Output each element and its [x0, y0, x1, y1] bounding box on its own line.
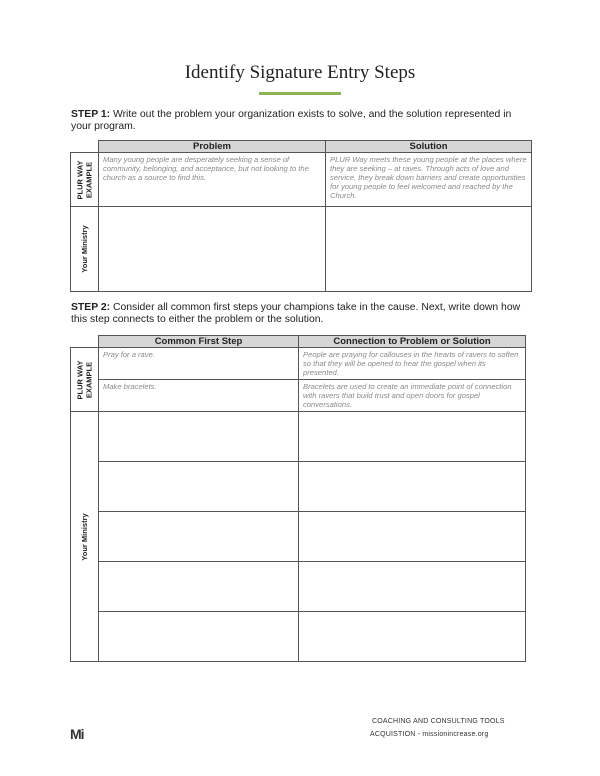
ministry-connection-field[interactable] — [299, 612, 526, 662]
page-title: Identify Signature Entry Steps — [184, 62, 416, 83]
ministry-connection-field[interactable] — [299, 562, 526, 612]
example-connection-cell: Bracelets are used to create an immediate point of connection with ravers that build trust and open doors for gospel conversations. — [299, 380, 526, 412]
footer-line2: ACQUISTION - missionincrease.org — [370, 731, 489, 738]
ministry-label: Your Ministry — [79, 512, 89, 561]
step1-label: STEP 1: — [71, 109, 111, 120]
step2-text: Consider all common first steps your champions take in the cause. Next, write down how this step connects to either the problem or the solution. — [71, 302, 521, 325]
ministry-step-field[interactable] — [99, 562, 299, 612]
step1-instructions — [71, 109, 533, 133]
example-problem-cell: Many young people are desperately seeking a sense of community, belonging, and acceptance, but not looking to the church as a source to find this. — [99, 153, 326, 207]
step1-table — [70, 140, 532, 292]
ministry-step-field[interactable] — [99, 512, 299, 562]
connection-header: Connection to Problem or Solution — [299, 336, 526, 348]
step1-text: Write out the problem your organization exists to solve, and the solution represented in your program. — [71, 109, 512, 132]
example-label-line1: PLUR WAY — [75, 360, 84, 399]
ministry-connection-field[interactable] — [299, 412, 526, 462]
example-step-cell: Make bracelets. — [99, 380, 299, 412]
example-step-cell: Pray for a rave. — [99, 348, 299, 380]
step2-table — [70, 335, 526, 662]
problem-header: Problem — [99, 141, 326, 153]
step2-label: STEP 2: — [71, 302, 111, 313]
example-label-line1: PLUR WAY — [75, 160, 84, 199]
ministry-row-label — [71, 207, 99, 292]
ministry-label: Your Ministry — [79, 225, 89, 273]
footer-line1: COACHING AND CONSULTING TOOLS — [372, 718, 505, 725]
ministry-connection-field[interactable] — [299, 512, 526, 562]
step2-instructions — [71, 302, 533, 326]
example-row-label — [71, 348, 99, 412]
title-underline — [259, 92, 341, 95]
example-connection-cell: People are praying for callouses in the hearts of ravers to soften so that they will be opened to hear the gospel when its presented. — [299, 348, 526, 380]
ministry-problem-field[interactable] — [99, 207, 326, 292]
ministry-step-field[interactable] — [99, 462, 299, 512]
table-corner — [71, 336, 99, 348]
ministry-row-label — [71, 412, 99, 662]
mission-increase-logo: Mi — [70, 726, 84, 742]
example-label-line2: EXAMPLE — [83, 161, 93, 198]
ministry-step-field[interactable] — [99, 412, 299, 462]
example-label-line2: EXAMPLE — [83, 361, 93, 398]
solution-header: Solution — [326, 141, 532, 153]
ministry-connection-field[interactable] — [299, 462, 526, 512]
first-step-header: Common First Step — [99, 336, 299, 348]
example-row-label — [71, 153, 99, 207]
ministry-step-field[interactable] — [99, 612, 299, 662]
table-corner — [71, 141, 99, 153]
example-solution-cell: PLUR Way meets these young people at the places where they are seeking – at raves. Through acts of love and service, they break down barriers and create opportunities for young people to feel welcomed and reached by the Church. — [326, 153, 532, 207]
ministry-solution-field[interactable] — [326, 207, 532, 292]
